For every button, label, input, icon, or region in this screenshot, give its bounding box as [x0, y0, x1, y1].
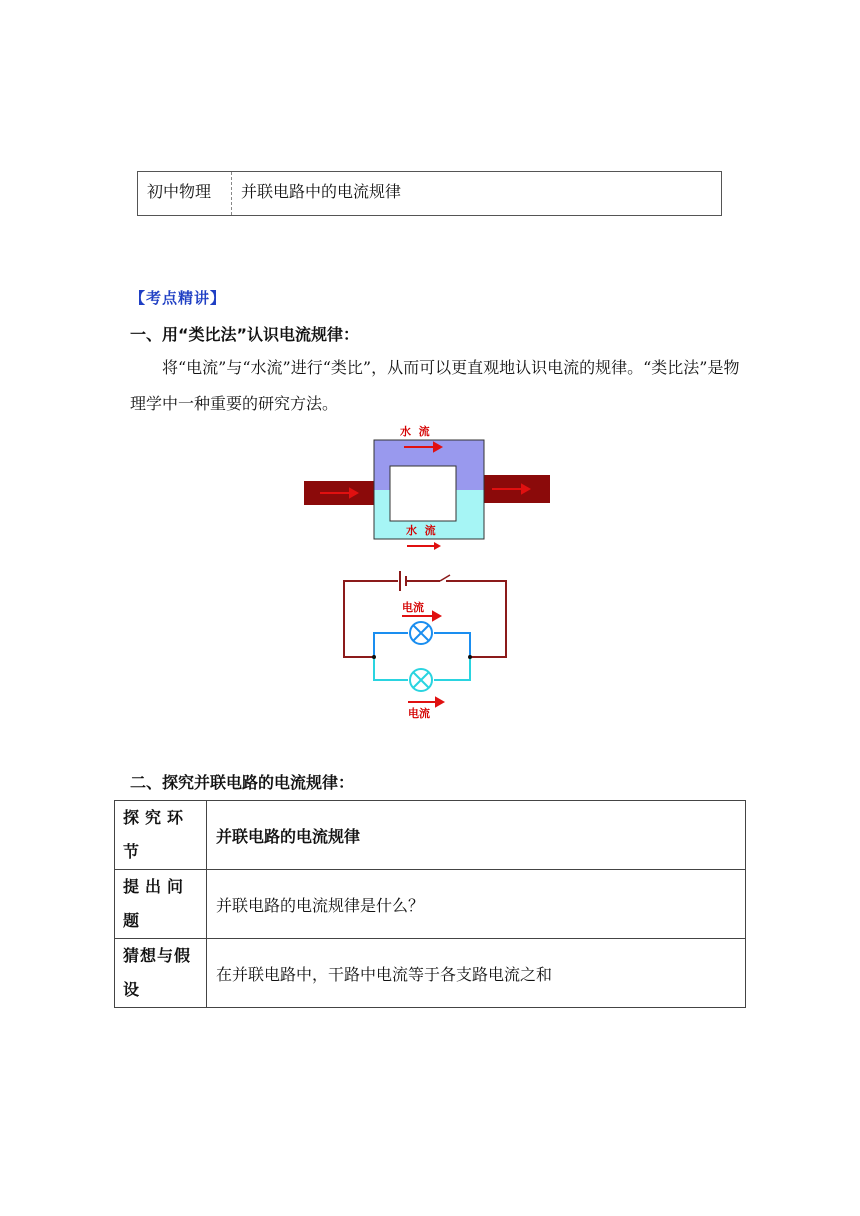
water-flow-figure [304, 423, 552, 543]
content-cell: 在并联电路中，干路中电流等于各支路电流之和 [207, 939, 746, 1008]
header-table [137, 171, 722, 216]
section1-title: 一、用“类比法”认识电流规律： [130, 325, 360, 344]
table-row [115, 870, 746, 939]
water-label-top: 水 流 [400, 425, 430, 438]
table-row [115, 801, 746, 870]
inquiry-table [114, 800, 746, 1008]
current-label-top: 电流 [402, 601, 424, 614]
stage-cell: 猜想与假设 [115, 939, 207, 1008]
water-label-bottom: 水 流 [406, 524, 436, 537]
stage-cell: 提出问题 [115, 870, 207, 939]
inner-block [390, 466, 456, 521]
section2-title: 二、探究并联电路的电流规律： [130, 773, 355, 792]
stage-cell: 探究环节 [115, 801, 207, 870]
subject-cell: 初中物理 [138, 172, 232, 215]
kaodian-heading: 【考点精讲】 [130, 289, 227, 307]
parallel-circuit-figure [340, 567, 512, 719]
water-bottom-arrow [404, 540, 449, 552]
section1-paragraph: 将“电流”与“水流”进行“类比”，从而可以更直观地认识电流的规律。“类比法”是物理学中一种重要的研究方法。 [130, 358, 740, 413]
topic-cell: 并联电路中的电流规律 [241, 182, 402, 201]
content-cell: 并联电路的电流规律 [207, 801, 746, 870]
table-row [115, 939, 746, 1008]
content-cell: 并联电路的电流规律是什么？ [207, 870, 746, 939]
current-label-bottom: 电流 [408, 707, 430, 719]
